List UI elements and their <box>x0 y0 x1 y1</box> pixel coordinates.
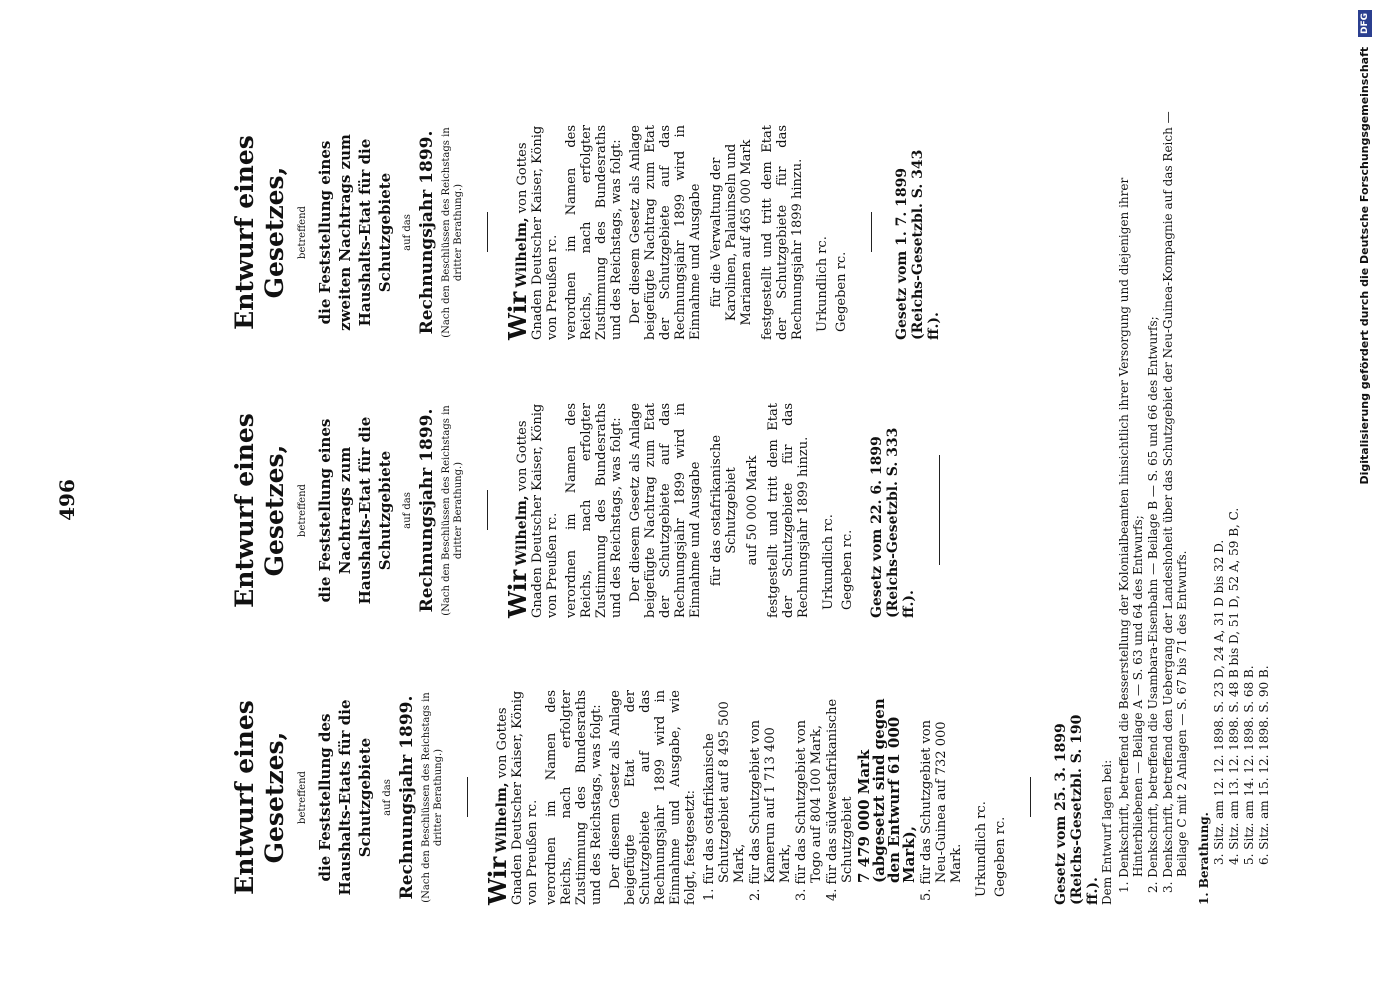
main-paragraph: Der diesem Gesetz als Anlage beigefügte Nachtrag zum Etat der Schutzgebiete auf das Rechnungsjahr 1899 wird in Einnahme und Ausgabe <box>628 125 703 340</box>
divider <box>487 491 488 531</box>
column-title: Entwurf eines Gesetzes, <box>230 700 289 895</box>
column-subject: die Feststellung eines zweiten Nachtrags zum Haushalts-Etat für die Schutzgebiete <box>316 134 394 331</box>
amount-line: auf 50 000 Mark <box>745 455 760 566</box>
opening-rest: von Gottes Gnaden Deutscher Kaiser, König von Preußen rc. <box>515 125 560 340</box>
list-item-amount: 7 479 000 Mark (abgesetzt sind gegen den Entwurf 61 000 Mark), <box>855 698 918 883</box>
closing-formula <box>974 690 1008 905</box>
notes-section <box>1100 85 1272 905</box>
column-title: Entwurf eines Gesetzes, <box>230 413 289 608</box>
reichstag-note: (Nach den Beschlüssen des Reichstags in dritter Berathung.) <box>421 692 444 903</box>
main-paragraph: Der diesem Gesetz als Anlage beigefügte Etat der Schutzgebiete auf das Rechnungsjahr 1899 wird in Einnahme und Ausgabe, wie folgt, festgesetzt: <box>608 690 698 905</box>
sitting-item: 3. Sitz. am 12. 12. 1898. S. 23 D, 24 A, 31 D bis 32 D. <box>1212 539 1226 865</box>
sitting-item: 6. Sitz. am 15. 12. 1898. S. 90 B. <box>1257 665 1271 865</box>
divider <box>939 456 940 566</box>
enactment-clause: verordnen im Namen des Reichs, nach erfolgter Zustimmung des Bundesraths und des Reichstags, was folgt: <box>564 403 624 618</box>
note-item: 2. Denkschrift, betreffend die Usambara-Eisenbahn — Beilage B — S. 65 und 66 des Entwurfs; <box>1146 316 1160 893</box>
opening-rest: von Gottes Gnaden Deutscher Kaiser, König von Preußen rc. <box>515 403 560 618</box>
list-item: 4. für das südwestafrikanische Schutzgebiet <box>825 698 855 901</box>
sitting-item: 5. Sitz. am 14. 12. 1898. S. 68 B. <box>1242 665 1256 865</box>
digitization-credit <box>1353 0 1377 1000</box>
column-title: Entwurf eines Gesetzes, <box>230 135 289 330</box>
opening-formula <box>503 403 560 618</box>
credit-text: Digitalisierung gefördert durch die Deutsche Forschungsgemeinschaft <box>1358 46 1371 485</box>
list-item: 5. für das Schutzgebiet von Neu-Guinea auf 732 000 Mark. <box>919 719 964 901</box>
list-item: 3. für das Schutzgebiet von Togo auf 804 100 Mark, <box>794 719 824 901</box>
opening-formula <box>483 690 540 905</box>
gegeben: Gegeben rc. <box>993 816 1008 897</box>
urkundlich: Urkundlich rc. <box>815 236 830 332</box>
final-clause: festgestellt und tritt dem Etat der Schutzgebiete für das Rechnungsjahr 1899 hinzu. <box>766 403 811 618</box>
main-paragraph: Der diesem Gesetz als Anlage beigefügte Nachtrag zum Etat der Schutzgebiete auf das Rechnungsjahr 1899 wird in Einnahme und Ausgabe <box>628 403 703 618</box>
divider <box>487 213 488 253</box>
reichstag-note: (Nach den Beschlüssen des Reichstags in dritter Berathung.) <box>441 127 464 338</box>
gesetz-reference: Gesetz vom 25. 3. 1899 (Reichs-Gesetzbl. S. 190 ff.). <box>1053 714 1101 905</box>
fiscal-year: Rechnungsjahr 1899. <box>397 695 417 900</box>
law-column-3 <box>230 125 942 340</box>
opening-rest: von Gottes Gnaden Deutscher Kaiser, König von Preußen rc. <box>495 690 540 905</box>
gesetz-reference: Gesetz vom 1. 7. 1899 (Reichs-Gesetzbl. S. 343 ff.). <box>894 149 942 340</box>
wir-initial: Wir <box>503 569 532 618</box>
fiscal-year: Rechnungsjahr 1899. <box>417 408 437 613</box>
betreffend-label: betreffend <box>297 771 308 824</box>
divider <box>467 778 468 818</box>
monarch-name: Wilhelm, <box>514 495 530 566</box>
page-number: 496 <box>55 479 79 521</box>
gegeben: Gegeben rc. <box>834 251 849 332</box>
opening-formula <box>503 125 560 340</box>
list-item: 1. für das ostafrikanische Schutzgebiet auf 8 495 500 Mark, <box>702 701 747 901</box>
closing-formula <box>821 403 855 618</box>
enactment-clause: verordnen im Namen des Reichs, nach erfolgter Zustimmung des Bundesraths und des Reichstags, was folgt: <box>564 125 624 340</box>
dfg-logo: DFG <box>1358 10 1372 37</box>
sitting-item: 4. Sitz. am 13. 12. 1898. S. 48 B bis D, 51 D, 52 A, 59 B, C. <box>1227 507 1241 865</box>
column-subject: die Feststellung des Haushalts-Etats für die Schutzgebiete <box>316 699 374 896</box>
note-item: 1. Denkschrift, betreffend die Besserstellung der Kolonialbeamten hinsichtlich ihrer Versorgung und diejenigen ihrer Hinterbliebenen — Beilage A — S. 63 und 64 des Entwurfs; <box>1117 177 1145 893</box>
column-subject: die Feststellung eines Nachtrags zum Haushalts-Etat für die Schutzgebiete <box>316 416 394 605</box>
auf-das-label: auf das <box>402 492 413 529</box>
urkundlich: Urkundlich rc. <box>821 514 836 610</box>
reichstag-note: (Nach den Beschlüssen des Reichstags in dritter Berathung.) <box>441 405 464 616</box>
urkundlich: Urkundlich rc. <box>974 801 989 897</box>
list-item: 2. für das Schutzgebiet von Kamerun auf 1 713 400 Mark, <box>748 719 793 901</box>
enactment-clause: verordnen im Namen des Reichs, nach erfolgter Zustimmung des Bundesraths und des Reichstags, was folgt: <box>544 690 604 905</box>
monarch-name: Wilhelm, <box>494 782 510 853</box>
betreffend-label: betreffend <box>297 484 308 537</box>
law-column-2 <box>230 403 962 618</box>
note-item: 3. Denkschrift, betreffend den Uebergang der Landeshoheit über das Schutzgebiet der Neu-Guinea-Kompagnie auf das Reich — Beilage C mit 2 Anlagen — S. 67 bis 71 des Entwurfs. <box>1161 111 1189 893</box>
closing-formula <box>815 125 849 340</box>
reading-heading: 1. Berathung. <box>1197 812 1211 905</box>
gesetz-reference: Gesetz vom 22. 6. 1899 (Reichs-Gesetzbl. S. 333 ff.). <box>869 427 917 618</box>
amount-line: für das ostafrikanische Schutzgebiet <box>709 434 739 587</box>
betreffend-label: betreffend <box>297 206 308 259</box>
notes-intro: Dem Entwurf lagen bei: <box>1100 759 1114 905</box>
auf-das-label: auf das <box>382 779 393 816</box>
wir-initial: Wir <box>483 856 512 905</box>
auf-das-label: auf das <box>402 214 413 251</box>
wir-initial: Wir <box>503 291 532 340</box>
final-clause: festgestellt und tritt dem Etat der Schutzgebiete für das Rechnungsjahr 1899 hinzu. <box>760 125 805 340</box>
monarch-name: Wilhelm, <box>514 217 530 288</box>
divider <box>871 213 872 253</box>
law-column-1 <box>230 690 1101 905</box>
gegeben: Gegeben rc. <box>840 529 855 610</box>
fiscal-year: Rechnungsjahr 1899. <box>417 130 437 335</box>
amount-line: für die Verwaltung der Karolinen, Palauinseln und Marianen auf 465 000 Mark <box>709 139 754 326</box>
divider <box>1030 778 1031 818</box>
credit-text-wrapper <box>1353 0 1377 1000</box>
